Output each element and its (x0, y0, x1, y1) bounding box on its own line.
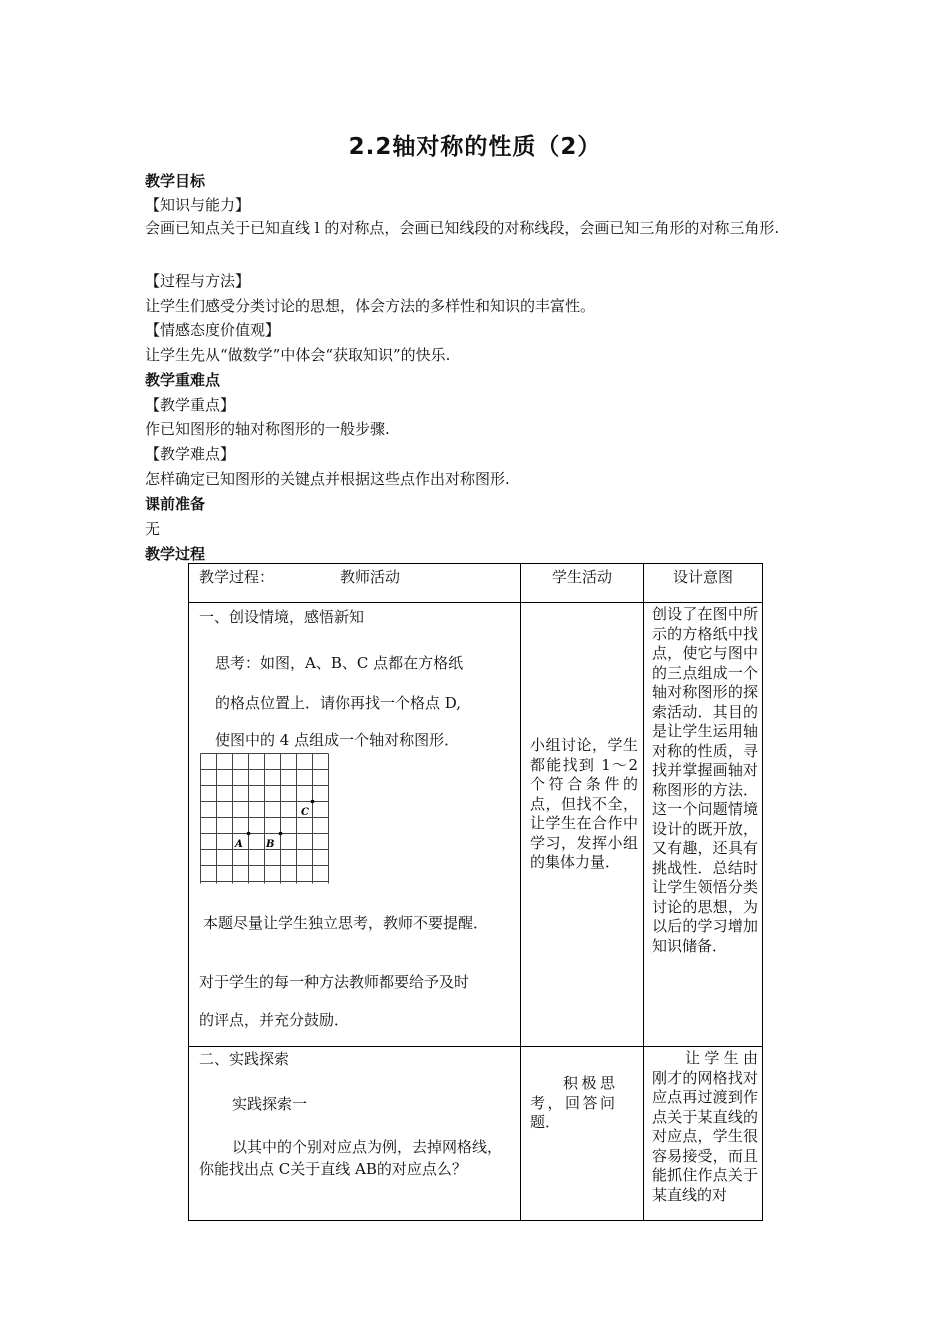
point-c (311, 800, 315, 804)
objectives-heading: 教学目标 (145, 172, 206, 190)
row1-question-line2: 的格点位置上．请你再找一个格点 D, (215, 694, 462, 712)
header-design: 设计意图 (672, 568, 733, 586)
process-method-text: 让学生们感受分类讨论的思想，体会方法的多样性和知识的丰富性。 (145, 297, 596, 315)
process-table (188, 563, 763, 1221)
emotion-text: 让学生先从“做数学”中体会“获取知识”的快乐. (145, 346, 451, 364)
table-header-row (189, 564, 763, 603)
row1-note1: 本题尽量让学生独立思考，教师不要提醒． (203, 914, 489, 932)
grid-lines (201, 754, 329, 884)
row2-student-cell (521, 1047, 644, 1221)
knowledge-text: 会画已知点关于已知直线 l 的对称点，会画已知线段的对称线段，会画已知三角形的对称三角形. (145, 219, 780, 237)
table-row (189, 603, 763, 1047)
row1-section-title: 一、创设情境，感悟新知 (199, 608, 365, 626)
preparation-text: 无 (145, 520, 161, 538)
row2-sub-title: 实践探索一 (232, 1095, 308, 1113)
label-c: C (301, 807, 309, 818)
grid-figure (200, 753, 330, 884)
row2-section-title: 二、实践探索 (199, 1050, 290, 1068)
focus-label: 【教学重点】 (145, 396, 236, 414)
row1-note2-line1: 对于学生的每一种方法教师都要给予及时 (199, 973, 470, 991)
process-method-label: 【过程与方法】 (145, 272, 251, 290)
preparation-heading: 课前准备 (145, 495, 206, 513)
row1-teacher-cell (189, 603, 521, 1047)
row1-design-text: 创设了在图中所示的方格纸中找点，使它与图中的三点组成一个轴对称图形的探索活动．其目的是让学生运用轴对称的性质，寻找并掌握画轴对称图形的方法．这一个问题情境设计的既开放，又有趣，还具有挑战性．总结时让学生领悟分类讨论的思想，为以后的学习增加知识储备． (652, 605, 758, 955)
header-process-prefix: 教学过程： (199, 568, 275, 586)
header-design-cell (644, 564, 763, 603)
row2-design-text: 让学生由刚才的网格找对应点再过渡到作点关于某直线的对应点，学生很容易接受，而且能抓住作点关于某直线的对 (652, 1049, 758, 1204)
row1-question-line3: 使图中的 4 点组成一个轴对称图形． (215, 731, 460, 749)
label-b: B (266, 839, 275, 850)
process-heading: 教学过程 (145, 545, 206, 563)
row1-note2-line2: 的评点，并充分鼓励． (199, 1011, 350, 1029)
header-teacher: 教师活动 (340, 568, 401, 586)
header-student-cell (521, 564, 644, 603)
header-student: 学生活动 (551, 568, 612, 586)
emotion-label: 【情感态度价值观】 (145, 321, 281, 339)
point-a (247, 832, 251, 836)
row2-teacher-cell (189, 1047, 521, 1221)
header-process-teacher (189, 564, 521, 603)
row2-design-cell (644, 1047, 763, 1221)
page-title: 2.2轴对称的性质（2） (348, 134, 602, 160)
row2-question: 以其中的个别对应点为例，去掉网格线，你能找出点 C关于直线 AB的对应点么？ (199, 1138, 503, 1178)
row1-student-text: 小组讨论，学生都能找到 1～2 个符合条件的点，但找不全，让学生在合作中学习，发挥小组的集体力量． (530, 736, 638, 871)
difficulty-text: 怎样确定已知图形的关键点并根据这些点作出对称图形. (145, 470, 510, 488)
row1-design-cell (644, 603, 763, 1047)
label-a: A (235, 839, 243, 850)
table-row (189, 1047, 763, 1221)
focus-text: 作已知图形的轴对称图形的一般步骤. (145, 420, 390, 438)
row1-student-cell (521, 603, 644, 1047)
row2-student-text: 积极思考，回答问题． (530, 1074, 615, 1131)
difficulty-label: 【教学难点】 (145, 445, 236, 463)
key-points-heading: 教学重难点 (145, 371, 221, 389)
row1-question-line1: 思考：如图，A、B、C 点都在方格纸 (215, 654, 464, 672)
knowledge-label: 【知识与能力】 (145, 196, 251, 214)
point-b (279, 832, 283, 836)
